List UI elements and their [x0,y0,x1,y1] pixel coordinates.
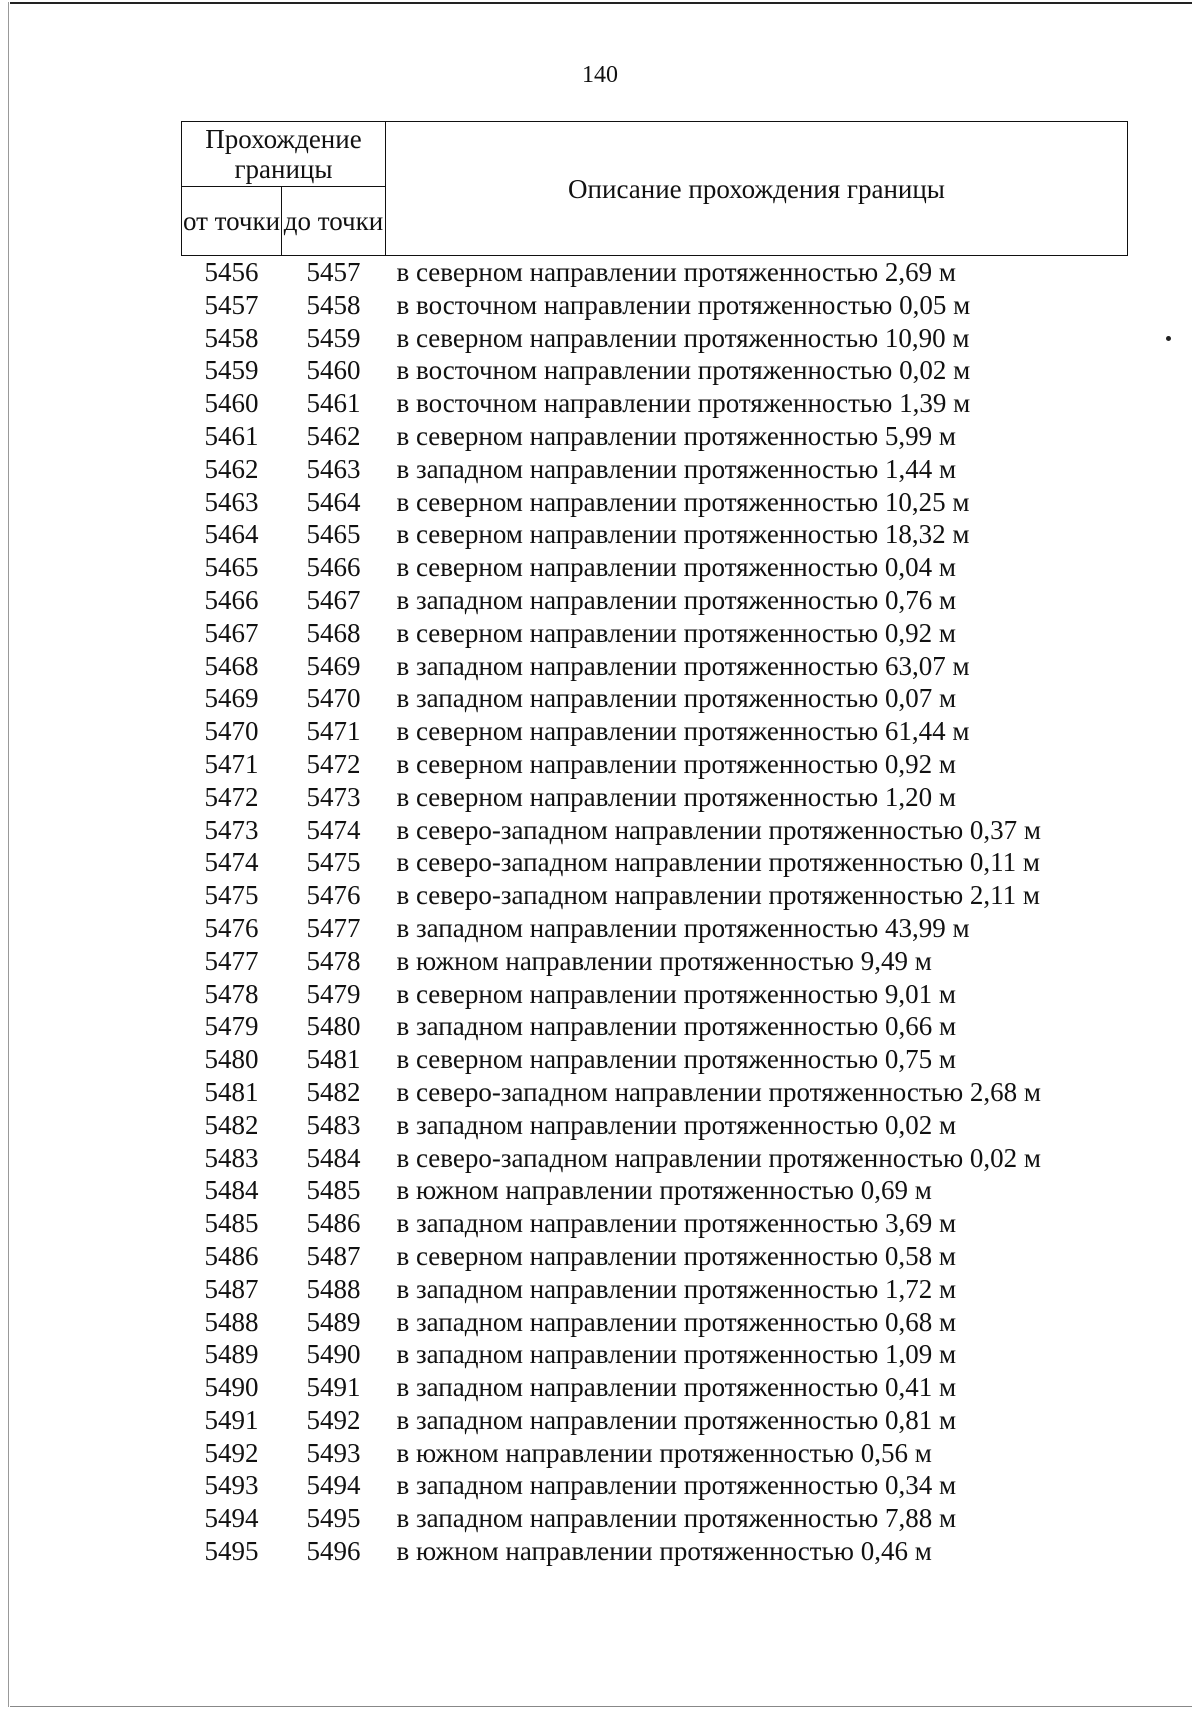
row-description: в южном направлении протяженностью 0,46 м [396,1536,932,1567]
row-from-point: 5478 [204,978,259,1009]
row-description: в западном направлении протяженностью 0,68 м [396,1306,957,1337]
row-description: в северо-западном направлении протяженностью 2,68 м [396,1076,1041,1107]
header-description: Описание прохождения границы [386,122,1128,256]
row-description: в западном направлении протяженностью 1,44 м [396,453,957,484]
table-row [182,682,1128,715]
row-description: в северном направлении протяженностью 61,44 м [396,716,970,747]
row-to-point: 5489 [306,1306,361,1337]
row-from-point: 5473 [204,814,259,845]
page-number: 140 [582,62,618,88]
row-to-point: 5472 [306,748,361,779]
row-description: в западном направлении протяженностью 3,69 м [396,1208,957,1239]
row-to-point: 5459 [306,322,361,353]
row-from-point: 5465 [204,552,259,583]
row-to-point: 5480 [306,1011,361,1042]
row-description: в западном направлении протяженностью 1,09 м [396,1339,957,1370]
table-row [182,420,1128,453]
row-to-point: 5465 [306,519,361,550]
row-description: в западном направлении протяженностью 0,66 м [396,1011,957,1042]
row-from-point: 5470 [204,716,259,747]
row-from-point: 5494 [204,1503,259,1534]
row-to-point: 5473 [306,781,361,812]
row-from-point: 5475 [204,880,259,911]
scan-frame-bottom [10,1706,1192,1707]
table-row [182,1142,1128,1175]
row-from-point: 5483 [204,1142,259,1173]
row-from-point: 5468 [204,650,259,681]
row-description: в северном направлении протяженностью 0,92 м [396,617,957,648]
row-from-point: 5462 [204,453,259,484]
row-to-point: 5475 [306,847,361,878]
table-row [182,453,1128,486]
row-description: в северном направлении протяженностью 10,90 м [396,322,970,353]
row-to-point: 5484 [306,1142,361,1173]
row-to-point: 5476 [306,880,361,911]
row-to-point: 5471 [306,716,361,747]
row-from-point: 5457 [204,289,259,320]
row-description: в западном направлении протяженностью 63,07 м [396,650,970,681]
row-from-point: 5476 [204,912,259,943]
table-row [182,846,1128,879]
row-from-point: 5480 [204,1044,259,1075]
row-description: в северном направлении протяженностью 0,92 м [396,748,957,779]
row-to-point: 5487 [306,1240,361,1271]
row-from-point: 5495 [204,1536,259,1567]
scan-frame-left [8,2,9,1707]
row-description: в северо-западном направлении протяженностью 0,02 м [396,1142,1041,1173]
row-from-point: 5464 [204,519,259,550]
row-description: в южном направлении протяженностью 0,69 м [396,1175,932,1206]
row-from-point: 5469 [204,683,259,714]
table-row [182,1338,1128,1371]
table-row [182,1535,1128,1568]
row-description: в северном направлении протяженностью 5,99 м [396,420,957,451]
table-row [182,945,1128,978]
table-row [182,1207,1128,1240]
table-row [182,289,1128,322]
row-to-point: 5494 [306,1470,361,1501]
table-row [182,518,1128,551]
row-description: в северном направлении протяженностью 0,04 м [396,552,957,583]
row-from-point: 5460 [204,388,259,419]
row-description: в восточном направлении протяженностью 0,05 м [396,289,971,320]
row-to-point: 5488 [306,1273,361,1304]
row-to-point: 5460 [306,355,361,386]
row-from-point: 5486 [204,1240,259,1271]
row-description: в северном направлении протяженностью 2,69 м [396,257,957,287]
table-row [182,1437,1128,1470]
row-to-point: 5491 [306,1372,361,1403]
row-to-point: 5462 [306,420,361,451]
table-row [182,879,1128,912]
row-from-point: 5456 [204,257,259,287]
table-row [182,1010,1128,1043]
header-boundary-passage: Прохождение границы [182,122,386,187]
header-to-point: до точки [282,187,386,256]
row-from-point: 5481 [204,1076,259,1107]
row-from-point: 5491 [204,1404,259,1435]
row-to-point: 5482 [306,1076,361,1107]
table-row [182,1502,1128,1535]
row-to-point: 5492 [306,1404,361,1435]
table-row [182,1043,1128,1076]
boundary-table [181,121,1128,1568]
row-to-point: 5481 [306,1044,361,1075]
row-description: в северном направлении протяженностью 10,25 м [396,486,970,517]
row-to-point: 5477 [306,912,361,943]
row-description: в северном направлении протяженностью 18,32 м [396,519,970,550]
table-row [182,912,1128,945]
table-row [182,584,1128,617]
row-from-point: 5492 [204,1437,259,1468]
table-row [182,748,1128,781]
row-description: в южном направлении протяженностью 9,49 м [396,945,932,976]
table-row [182,715,1128,748]
row-to-point: 5464 [306,486,361,517]
table-row [182,551,1128,584]
header-from-point: от точки [182,187,282,256]
row-from-point: 5484 [204,1175,259,1206]
row-description: в западном направлении протяженностью 0,07 м [396,683,957,714]
row-description: в западном направлении протяженностью 43,99 м [396,912,970,943]
row-description: в северо-западном направлении протяженностью 0,11 м [396,847,1040,878]
row-to-point: 5461 [306,388,361,419]
row-to-point: 5495 [306,1503,361,1534]
table-row [182,814,1128,847]
row-description: в восточном направлении протяженностью 0,02 м [396,355,971,386]
table-row [182,256,1128,289]
row-to-point: 5493 [306,1437,361,1468]
table-row [182,1371,1128,1404]
row-to-point: 5479 [306,978,361,1009]
row-to-point: 5468 [306,617,361,648]
table-row [182,486,1128,519]
row-description: в северном направлении протяженностью 0,58 м [396,1240,957,1271]
row-description: в северном направлении протяженностью 1,20 м [396,781,957,812]
row-from-point: 5487 [204,1273,259,1304]
row-from-point: 5477 [204,945,259,976]
table-row [182,387,1128,420]
row-from-point: 5459 [204,355,259,386]
row-from-point: 5489 [204,1339,259,1370]
row-from-point: 5463 [204,486,259,517]
row-from-point: 5479 [204,1011,259,1042]
table-row [182,1273,1128,1306]
row-to-point: 5467 [306,584,361,615]
row-to-point: 5470 [306,683,361,714]
row-description: в западном направлении протяженностью 0,02 м [396,1109,957,1140]
row-description: в западном направлении протяженностью 0,81 м [396,1404,957,1435]
table-row [182,1404,1128,1437]
table-row [182,1109,1128,1142]
row-to-point: 5469 [306,650,361,681]
table-header [182,122,1128,256]
row-description: в западном направлении протяженностью 0,34 м [396,1470,957,1501]
row-to-point: 5483 [306,1109,361,1140]
row-description: в северном направлении протяженностью 9,01 м [396,978,957,1009]
row-to-point: 5496 [306,1536,361,1567]
table-row [182,1306,1128,1339]
table-row [182,1076,1128,1109]
row-from-point: 5467 [204,617,259,648]
row-to-point: 5485 [306,1175,361,1206]
table-row [182,617,1128,650]
table-row [182,650,1128,683]
row-to-point: 5463 [306,453,361,484]
row-from-point: 5466 [204,584,259,615]
table-row [182,978,1128,1011]
row-from-point: 5490 [204,1372,259,1403]
row-description: в западном направлении протяженностью 7,88 м [396,1503,957,1534]
row-description: в западном направлении протяженностью 1,72 м [396,1273,957,1304]
row-to-point: 5458 [306,289,361,320]
row-from-point: 5488 [204,1306,259,1337]
row-from-point: 5474 [204,847,259,878]
row-description: в западном направлении протяженностью 0,76 м [396,584,957,615]
table-row [182,781,1128,814]
row-from-point: 5461 [204,420,259,451]
row-to-point: 5466 [306,552,361,583]
table-row [182,1174,1128,1207]
row-description: в северо-западном направлении протяженностью 2,11 м [396,880,1040,911]
row-description: в южном направлении протяженностью 0,56 м [396,1437,932,1468]
row-from-point: 5482 [204,1109,259,1140]
row-from-point: 5472 [204,781,259,812]
table-row [182,1469,1128,1502]
row-description: в северо-западном направлении протяженностью 0,37 м [396,814,1041,845]
row-description: в западном направлении протяженностью 0,41 м [396,1372,957,1403]
row-from-point: 5493 [204,1470,259,1501]
row-to-point: 5478 [306,945,361,976]
row-description: в северном направлении протяженностью 0,75 м [396,1044,957,1075]
row-to-point: 5490 [306,1339,361,1370]
table-row [182,322,1128,355]
row-from-point: 5471 [204,748,259,779]
row-description: в восточном направлении протяженностью 1,39 м [396,388,971,419]
table-row [182,354,1128,387]
scan-frame-top [10,2,1192,4]
row-from-point: 5458 [204,322,259,353]
row-to-point: 5457 [306,257,361,287]
table-body [182,256,1128,1568]
row-to-point: 5474 [306,814,361,845]
row-from-point: 5485 [204,1208,259,1239]
table-row [182,1240,1128,1273]
scan-artifact-dot [1166,336,1171,341]
row-to-point: 5486 [306,1208,361,1239]
